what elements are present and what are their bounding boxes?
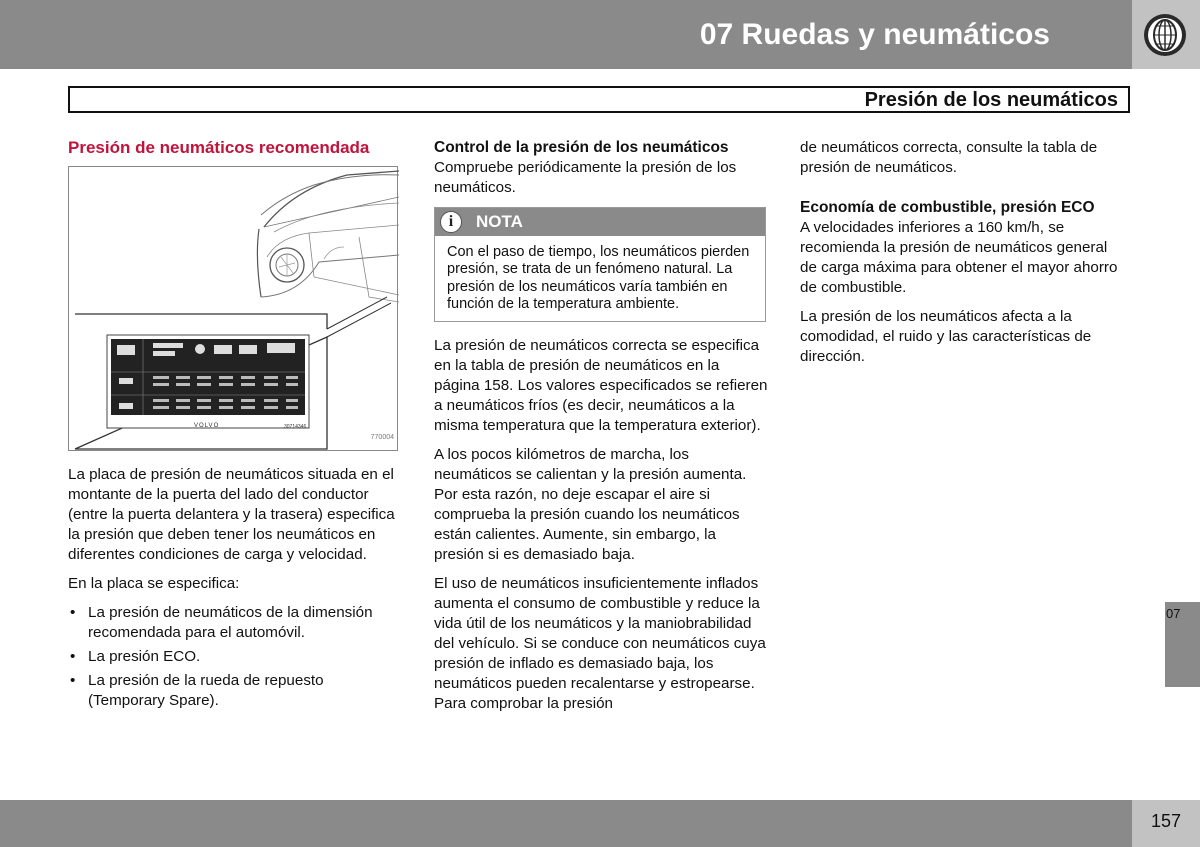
list-item: • La presión ECO. <box>68 647 400 667</box>
pressure-check-heading: Control de la presión de los neumáticos <box>434 139 729 156</box>
footer-band <box>0 800 1132 847</box>
note-box <box>434 207 766 322</box>
note-body: Con el paso de tiempo, los neumáticos pierden presión, se trata de un fenómeno natural. La presión de los neumáticos varía también en función de la temperatura ambiente. <box>447 244 750 312</box>
paragraph: La presión de los neumáticos afecta a la comodidad, el ruido y las características de dirección. <box>800 308 1092 365</box>
plate-description: La placa de presión de neumáticos situada en el montante de la puerta del lado del conductor (entre la puerta delantera y la trasera) especifica la presión que deben tener los neumáticos en diferentes condiciones de carga y velocidad. <box>68 466 395 563</box>
chapter-side-tab <box>1165 602 1200 687</box>
section-bar <box>68 86 1130 113</box>
info-icon: i <box>440 211 462 233</box>
list-item: • La presión de la rueda de repuesto (Temporary Spare). <box>68 671 400 711</box>
list-item: • La presión de neumáticos de la dimensión recomendada para el automóvil. <box>68 603 400 643</box>
column-1 <box>68 138 400 715</box>
header-band <box>0 0 1132 69</box>
chapter-title: 07 Ruedas y neumáticos <box>699 18 1050 51</box>
eco-pressure-heading: Economía de combustible, presión ECO <box>800 199 1095 216</box>
plate-spec-list <box>68 603 400 711</box>
column-2 <box>434 138 768 723</box>
plate-brand-text: VOLVO <box>194 423 220 429</box>
paragraph: A los pocos kilómetros de marcha, los neumáticos se calientan y la presión aumenta. Por esta razón, no deje escapar el aire si comprueba la presión cuando los neumáticos están calientes. Aumente, sin embargo, la presión si es demasiado baja. <box>434 446 747 564</box>
section-title: Presión de los neumáticos <box>864 89 1118 111</box>
note-title: NOTA <box>476 212 523 231</box>
paragraph: A velocidades inferiores a 160 km/h, se recomienda la presión de neumáticos general de carga máxima para obtener el mayor ahorro de combustible. <box>800 219 1118 296</box>
figure-code: 770004 <box>370 434 394 441</box>
tire-pressure-plate-figure <box>68 166 398 451</box>
recommended-pressure-heading: Presión de neumáticos recomendada <box>68 138 370 157</box>
plate-spec-intro: En la placa se especifica: <box>68 575 240 592</box>
paragraph: La presión de neumáticos correcta se especifica en la tabla de presión de neumáticos en la página 158. Los valores especificados se refieren a neumáticos fríos (es decir, neumáticos a la misma temperatura que la temperatura exterior). <box>434 337 768 435</box>
car-door-pillar-illustration <box>69 167 399 452</box>
side-tab-label: 07 <box>1166 606 1181 621</box>
column-3 <box>800 138 1122 376</box>
pressure-check-intro: Compruebe periódicamente la presión de los neumáticos. <box>434 159 737 196</box>
chapter-icon-box <box>1132 0 1200 69</box>
paragraph: de neumáticos correcta, consulte la tabla de presión de neumáticos. <box>800 139 1098 176</box>
tire-icon <box>1142 12 1188 58</box>
plate-code-text: 30714346 <box>284 424 307 430</box>
note-header <box>435 208 765 236</box>
paragraph: El uso de neumáticos insuficientemente inflados aumenta el consumo de combustible y reduce la vida útil de los neumáticos y la maniobrabilidad del vehículo. Si se conduce con neumáticos cuya presión de inflado es demasiado baja, los neumáticos pueden recalentarse y estropearse. Para comprobar la presión <box>434 575 766 713</box>
page-number: 157 <box>1150 811 1182 831</box>
page-number-box <box>1132 800 1200 847</box>
